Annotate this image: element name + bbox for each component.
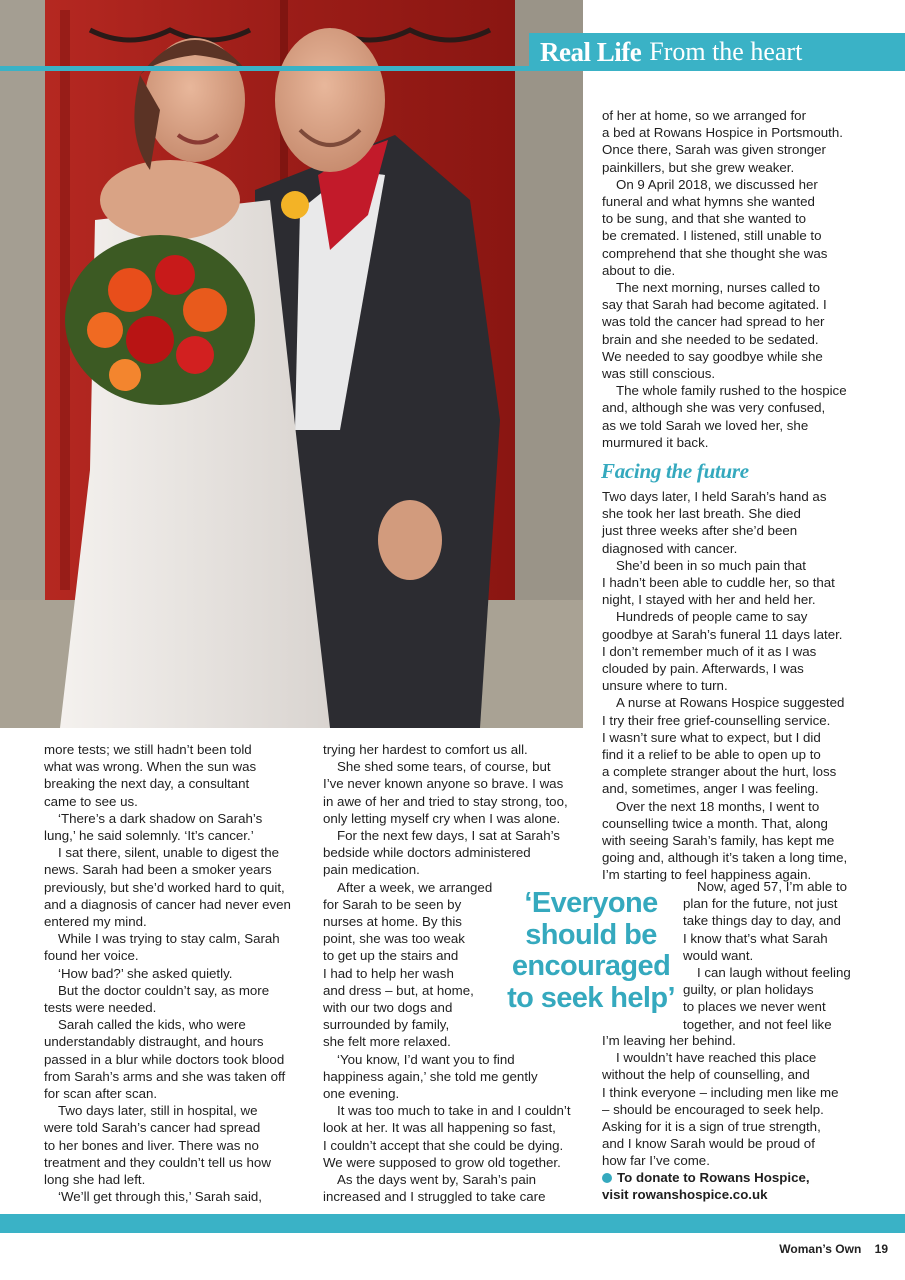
text-line: ‘You know, I’d want you to find <box>337 1051 515 1067</box>
text-line: came to see us. <box>44 793 138 809</box>
text-line: more tests; we still hadn’t been told <box>44 742 252 757</box>
text-line: found her voice. <box>44 948 139 964</box>
text-line: I try their free grief-counselling service. <box>602 712 831 728</box>
text-line: look at her. It was all happening so fast, <box>323 1120 556 1136</box>
text-line: unsure where to turn. <box>602 678 728 694</box>
text-line: Now, aged 57, I’m able to <box>697 879 848 894</box>
text-line: increased and I struggled to take care <box>323 1189 546 1205</box>
text-line: murmured it back. <box>602 434 709 450</box>
text-line: what was wrong. When the sun was <box>44 759 257 775</box>
subheading: Facing the future <box>601 459 749 483</box>
text-line: goodbye at Sarah’s funeral 11 days later. <box>602 626 843 642</box>
text-line: to get up the stairs and <box>323 948 459 964</box>
donate-line-2: visit rowanshospice.co.uk <box>602 1187 768 1203</box>
text-line: I had to help her wash <box>323 965 454 981</box>
text-line: bedside while doctors administered <box>323 845 531 861</box>
text-line: was still conscious. <box>602 366 716 382</box>
text-line: Two days later, I held Sarah’s hand as <box>602 489 827 504</box>
text-line: She’d been in so much pain that <box>616 557 806 573</box>
text-line: clouded by pain. Afterwards, I was <box>602 661 804 677</box>
pull-quote-line: ‘Everyone <box>524 887 658 919</box>
text-line: tests were needed. <box>44 1000 157 1016</box>
text-line: ‘We’ll get through this,’ Sarah said, <box>58 1189 262 1205</box>
text-line: of her at home, so we arranged for <box>602 108 806 123</box>
text-line: While I was trying to stay calm, Sarah <box>58 931 280 947</box>
text-line: news. Sarah had been a smoker years <box>44 862 272 878</box>
text-line: a complete stranger about the hurt, loss <box>602 764 837 780</box>
page-footer <box>779 1242 888 1256</box>
text-line: – should be encouraged to seek help. <box>602 1101 824 1117</box>
footer-bar <box>0 1214 905 1233</box>
text-line: were told Sarah’s cancer had spread <box>44 1120 261 1136</box>
text-line: I wouldn’t have reached this place <box>616 1050 817 1066</box>
text-line: about to die. <box>602 262 676 278</box>
text-line: point, she was too weak <box>323 931 465 947</box>
text-line: and, sometimes, anger I was feeling. <box>602 781 819 797</box>
text-line: was told the cancer had spread to her <box>602 314 825 330</box>
text-line: and a diagnosis of cancer had never even <box>44 896 291 912</box>
text-line: only letting myself cry when I was alone. <box>323 810 561 826</box>
text-line: Hundreds of people came to say <box>616 609 808 625</box>
text-line: take things day to day, and <box>683 913 841 929</box>
text-line: comprehend that she thought she was <box>602 245 828 261</box>
text-line: find it a relief to be able to open up to <box>602 747 821 763</box>
text-line: she took her last breath. She died <box>602 506 801 522</box>
page-number: 19 <box>874 1242 888 1256</box>
text-line: previously, but she’d worked hard to quit, <box>44 879 285 895</box>
pull-quote <box>498 888 684 1014</box>
text-line: a bed at Rowans Hospice in Portsmouth. <box>602 125 843 141</box>
text-line: surrounded by family, <box>323 1017 450 1033</box>
text-line: brain and she needed to be sedated. <box>602 331 819 347</box>
text-line: in awe of her and tried to stay strong, too, <box>323 793 568 809</box>
text-line: treatment and they couldn’t tell us how <box>44 1154 271 1170</box>
wedding-photo <box>0 0 583 728</box>
text-line: Two days later, still in hospital, we <box>58 1103 258 1119</box>
text-line: The next morning, nurses called to <box>616 280 820 296</box>
text-line: funeral and what hymns she wanted <box>602 194 815 210</box>
text-line: I’ve never known anyone so brave. I was <box>323 776 564 792</box>
text-line: understandably distraught, and hours <box>44 1034 264 1050</box>
donate-note <box>602 1169 810 1203</box>
text-line: I think everyone – including men like me <box>602 1084 839 1100</box>
text-line: I’m starting to feel happiness again. <box>602 867 812 883</box>
wedding-photo-illustration <box>0 0 583 728</box>
text-line: and, although she was very confused, <box>602 400 826 416</box>
text-line: night, I stayed with her and held her. <box>602 592 816 608</box>
text-line: to her bones and liver. There was no <box>44 1137 259 1153</box>
text-line: to places we never went <box>683 999 826 1015</box>
text-line: and dress – but, at home, <box>323 982 474 998</box>
pull-quote-line: should be <box>525 918 657 951</box>
article-column-3-top <box>602 107 882 451</box>
article-column-3-wrap <box>683 878 883 1033</box>
text-line: We needed to say goodbye while she <box>602 348 823 364</box>
text-line: ‘There’s a dark shadow on Sarah’s <box>58 810 263 826</box>
text-line: I couldn’t accept that she could be dying. <box>323 1137 564 1153</box>
text-line: to be sung, and that she wanted to <box>602 211 807 227</box>
section-tagline: From the heart <box>649 37 803 66</box>
text-line: Asking for it is a sign of true strength, <box>602 1119 821 1135</box>
text-line: from Sarah’s arms and she was taken off <box>44 1068 286 1084</box>
text-line: with seeing Sarah’s family, has kept me <box>602 833 835 849</box>
text-line: be cremated. I listened, still unable to <box>602 228 822 244</box>
text-line: I wasn’t sure what to expect, but I did <box>602 729 821 745</box>
text-line: painkillers, but she grew weaker. <box>602 159 795 175</box>
text-line: We were supposed to grow old together. <box>323 1154 561 1170</box>
text-line: long she had left. <box>44 1172 146 1188</box>
text-line: After a week, we arranged <box>337 879 493 895</box>
text-line: trying her hardest to comfort us all. <box>323 742 528 757</box>
text-line: She shed some tears, of course, but <box>337 759 551 775</box>
text-line: I sat there, silent, unable to digest the <box>58 845 280 861</box>
pull-quote-line: to seek help’ <box>507 981 675 1014</box>
text-line: passed in a blur while doctors took blood <box>44 1051 285 1067</box>
text-line: But the doctor couldn’t say, as more <box>58 982 270 998</box>
text-line: It was too much to take in and I couldn’t <box>337 1103 571 1119</box>
text-line: how far I’ve come. <box>602 1153 710 1169</box>
text-line: breaking the next day, a consultant <box>44 776 250 792</box>
section-header <box>529 33 905 71</box>
section-title: Real Life <box>540 36 642 67</box>
text-line: going and, although it’s taken a long time, <box>602 850 848 866</box>
text-line: one evening. <box>323 1086 400 1102</box>
text-line: Once there, Sarah was given stronger <box>602 142 826 158</box>
bullet-dot-icon <box>602 1173 612 1183</box>
text-line: I hadn’t been able to cuddle her, so that <box>602 575 835 591</box>
article-column-1 <box>44 741 306 1205</box>
text-line: As the days went by, Sarah’s pain <box>337 1172 537 1188</box>
text-line: would want. <box>683 947 754 963</box>
text-line: without the help of counselling, and <box>602 1067 810 1083</box>
text-line: plan for the future, not just <box>683 896 838 912</box>
text-line: for Sarah to be seen by <box>323 896 462 912</box>
text-line: lung,’ he said solemnly. ‘It’s cancer.’ <box>44 828 254 844</box>
text-line: A nurse at Rowans Hospice suggested <box>616 695 845 711</box>
text-line: pain medication. <box>323 862 420 878</box>
text-line: I’m leaving her behind. <box>602 1033 736 1048</box>
article-column-3-middle <box>602 488 882 884</box>
text-line: entered my mind. <box>44 914 147 930</box>
text-line: I can laugh without feeling <box>697 965 851 981</box>
text-line: and I know Sarah would be proud of <box>602 1136 815 1152</box>
text-line: Sarah called the kids, who were <box>58 1017 246 1033</box>
text-line: I don’t remember much of it as I was <box>602 643 817 659</box>
text-line: just three weeks after she’d been <box>602 523 798 539</box>
text-line: happiness again,’ she told me gently <box>323 1068 538 1084</box>
text-line: The whole family rushed to the hospice <box>616 383 847 399</box>
text-line: guilty, or plan holidays <box>683 982 814 998</box>
text-line: For the next few days, I sat at Sarah’s <box>337 828 560 844</box>
pull-quote-line: encouraged <box>511 950 671 982</box>
text-line: together, and not feel like <box>683 1016 832 1032</box>
text-line: she felt more relaxed. <box>323 1034 451 1050</box>
text-line: as we told Sarah we loved her, she <box>602 417 809 433</box>
text-line: for scan after scan. <box>44 1086 158 1102</box>
magazine-name: Woman’s Own <box>779 1242 862 1256</box>
text-line: I know that’s what Sarah <box>683 930 828 946</box>
text-line: diagnosed with cancer. <box>602 540 738 556</box>
text-line: nurses at home. By this <box>323 914 462 930</box>
text-line: Over the next 18 months, I went to <box>616 798 820 814</box>
text-line: On 9 April 2018, we discussed her <box>616 176 818 192</box>
donate-line-1: To donate to Rowans Hospice, <box>617 1170 810 1185</box>
text-line: counselling twice a month. That, along <box>602 815 828 831</box>
text-line: say that Sarah had become agitated. I <box>602 297 827 313</box>
article-column-3-end <box>602 1032 882 1170</box>
text-line: ‘How bad?’ she asked quietly. <box>58 965 233 981</box>
text-line: with our two dogs and <box>323 1000 453 1016</box>
